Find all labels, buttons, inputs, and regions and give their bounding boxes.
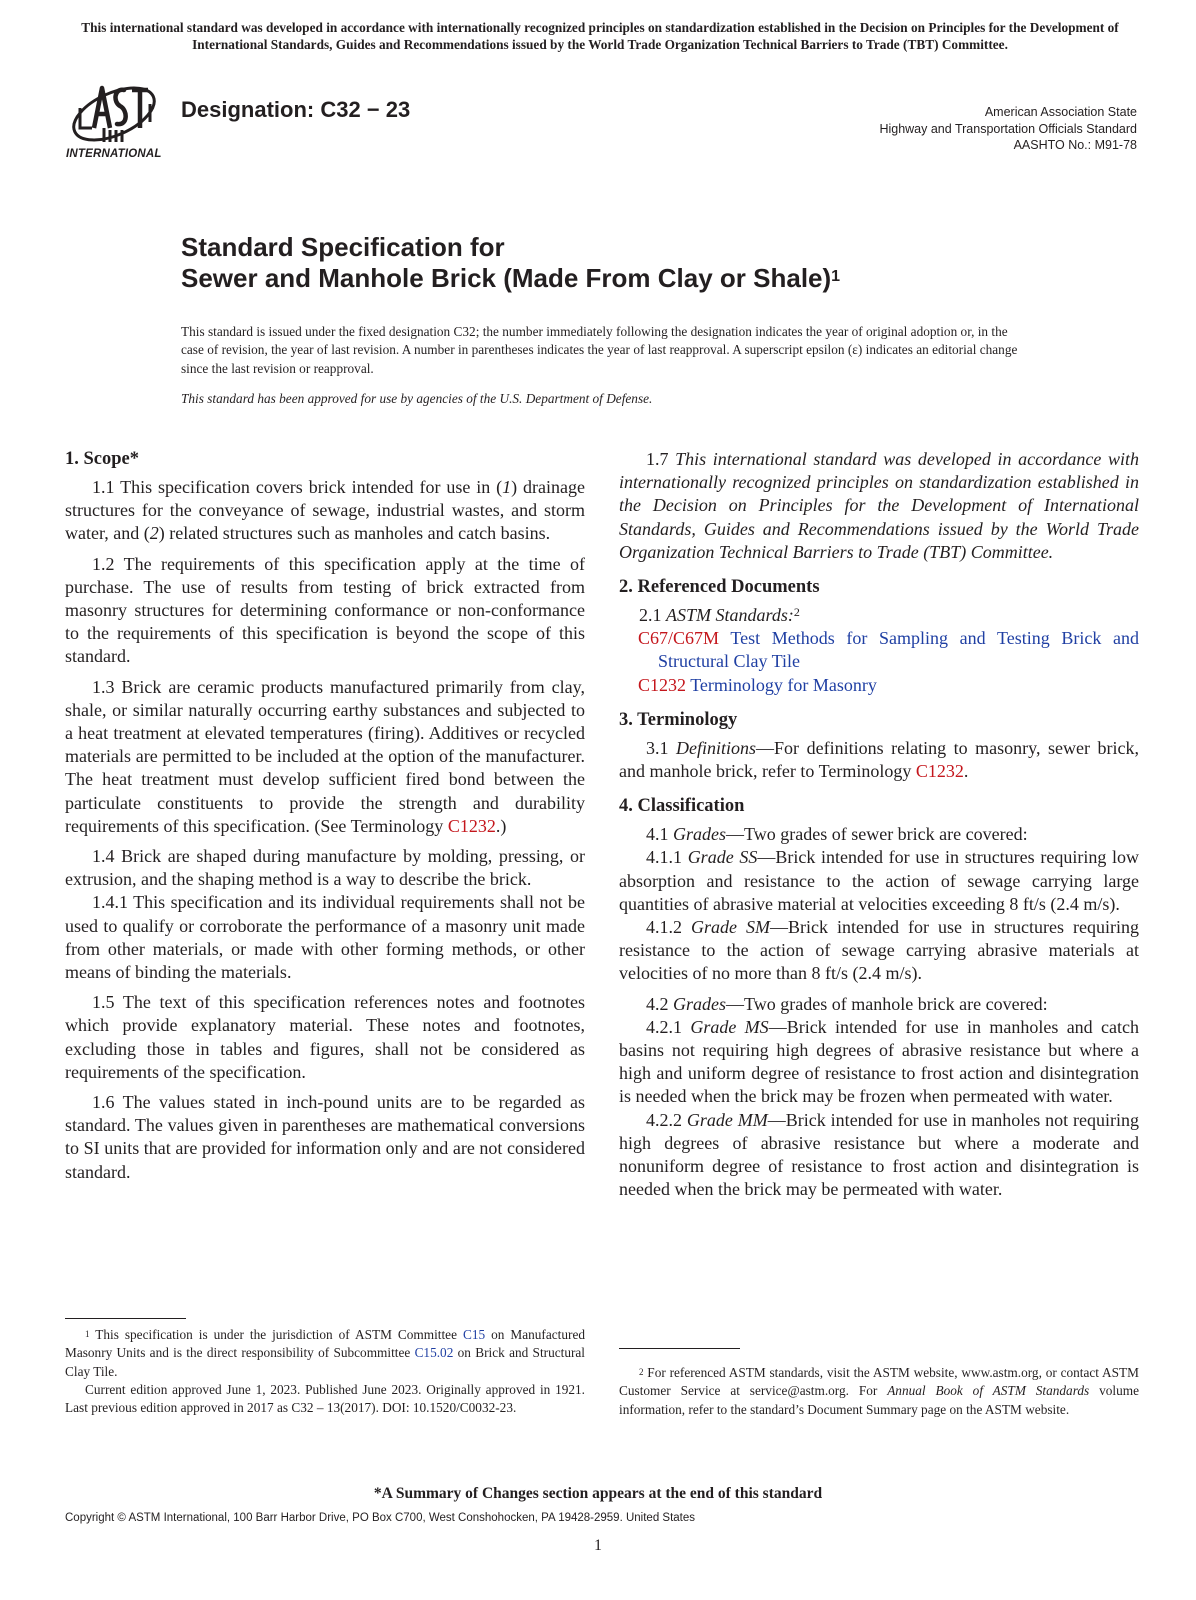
link-c1232[interactable]: C1232: [447, 815, 496, 836]
section-heading-terminology: 3. Terminology: [619, 709, 738, 730]
paragraph-1-7: 1.7 This international standard was developed in accordance with internationally recognized principles on standardization established in the Decision on Principles for the Development of International Standards, Guides and Recommendations issued by the World Trade Organization Technical Barriers to Trade (TBT) Committee.: [619, 449, 1139, 562]
paragraph-1-3: 1.3 Brick are ceramic products manufactured primarily from clay, shale, or similar naturally occurring earthy substances and subjected to a heat treatment at elevated temperatures (firing). Additives or recycled materials are permitted to be included at the option of the manufacturer. The heat treatment must develop sufficient fired bond between the particulate constituents to provide the strength and durability requirements of this specification. (See Terminology C1232.): [65, 676, 585, 836]
footnote-1-edition: Current edition approved June 1, 2023. Published June 2023. Originally approved in 1921. Last previous edition approved in 2017 as C32 – 13(2017). DOI: 10.1520/C0032-23.: [65, 1381, 585, 1416]
title-line-1: Standard Specification for: [181, 232, 505, 262]
copyright-line: Copyright © ASTM International, 100 Barr Harbor Drive, PO Box C700, West Conshohocken, PA 19428-2959. United States: [65, 1512, 696, 1524]
title-line-2: [181, 263, 840, 294]
page-number: 1: [594, 1537, 602, 1554]
footnote-divider-left: [65, 1318, 186, 1319]
aashto-number: AASHTO No.: M91-78: [1013, 138, 1137, 152]
paragraph-1-2: 1.2 The requirements of this specification apply at the time of purchase. The use of results from testing of brick extracted from masonry structures for determining conformance or non-conformance to the requirements of this specification is beyond the scope of this standard.: [65, 553, 585, 667]
aashto-block: [879, 104, 1137, 154]
wto-notice: This international standard was developed in accordance with internationally recognized principles on standardization established in the Decision on Principles for the Development of International Standards, Guides and Recommendations issued by the World Trade Organization Technical Barriers to Trade (TBT) Committee.: [81, 20, 1119, 52]
dod-approval: This standard has been approved for use by agencies of the U.S. Department of Defense.: [181, 391, 653, 406]
paragraph-4-2: 4.2 Grades—Two grades of manhole brick are covered:: [646, 993, 1048, 1014]
paragraph-1-6: 1.6 The values stated in inch-pound units are to be regarded as standard. The values given in parentheses are mathematical conversions to SI units that are provided for information only and are not considered standard.: [65, 1092, 585, 1182]
link-c67-c67m[interactable]: C67/C67M: [638, 628, 720, 649]
reference-c1232: [619, 674, 1139, 697]
issuance-note: This standard is issued under the fixed designation C32; the number immediately following the designation indicates the year of original adoption or, in the case of revision, the year of last revision. A number in parentheses indicates the year of last reapproval. A superscript epsilon (ε) indicates an editorial change since the last revision or reapproval.: [181, 324, 1018, 376]
reference-c67: [619, 627, 1139, 673]
section-heading-classification: 4. Classification: [619, 796, 745, 817]
footnote-divider-right: [619, 1348, 740, 1349]
logo-wordmark: INTERNATIONAL: [66, 148, 162, 160]
footnote-1-text: $^1$ This specification is under the jurisdiction of ASTM Committee C15 on Manufactured Masonry Units and is the direct responsibility of Subcommittee C15.02 on Brick and Structural Clay Tile.: [65, 1327, 585, 1379]
link-c1232-title[interactable]: Terminology for Masonry: [686, 674, 877, 695]
paragraph-4-1-2: 4.1.2 Grade SM—Brick intended for use in structures requiring resistance to the action of sewage carrying abrasive materials at velocities of no more than 8 ft/s (2.4 m/s).: [619, 917, 1139, 984]
designation: Designation: C32 − 23: [181, 97, 411, 122]
link-c1232-ref[interactable]: C1232: [638, 674, 687, 695]
paragraph-4-2-2: 4.2.2 Grade MM—Brick intended for use in manholes not requiring high degrees of abrasive resistance but where a moderate and nonuniform degree of resistance to frost action and disintegration is needed when the brick may be permeated with water.: [619, 1109, 1140, 1200]
paragraph-1-1: 1.1 This specification covers brick intended for use in (1) drainage structures for the conveyance of sewage, industrial wastes, and storm water, and (2) related structures such as manholes and catch basins.: [65, 477, 585, 544]
paragraph-1-5: 1.5 The text of this specification references notes and footnotes which provide explanatory material. These notes and footnotes, excluding those in tables and figures, shall not be considered as requirements of the specification.: [65, 992, 585, 1082]
paragraph-1-4-1: 1.4.1 This specification and its individual requirements shall not be used to qualify or corroborate the performance of a masonry unit made from other materials, or made with other forming methods, or other means of binding the materials.: [65, 892, 585, 983]
paragraph-3-1: 3.1 Definitions—For definitions relating to masonry, sewer brick, and manhole brick, refer to Terminology C1232.: [619, 737, 1140, 782]
section-heading-referenced-documents: 2. Referenced Documents: [619, 577, 820, 598]
summary-of-changes-note: *A Summary of Changes section appears at the end of this standard: [373, 1485, 823, 1502]
paragraph-2-1: 2.1 ASTM Standards:$^2$: [639, 605, 800, 626]
link-committee-c15[interactable]: C15: [462, 1327, 486, 1342]
section-heading-scope: 1. Scope*: [65, 449, 139, 469]
title-text: Sewer and Manhole Brick (Made From Clay or Shale): [181, 263, 832, 293]
title-footnote-mark: 1: [831, 268, 841, 285]
paragraph-1-4: 1.4 Brick are shaped during manufacture by molding, pressing, or extrusion, and the shaping method is a way to describe the brick.: [65, 846, 585, 890]
aashto-line: Highway and Transportation Officials Standard: [879, 121, 1137, 136]
footnote-1: [65, 1326, 585, 1417]
footnote-2: [619, 1364, 1139, 1419]
footnote-2-text: $^2$ For referenced ASTM standards, visit the ASTM website, www.astm.org, or contact ASTM Customer Service at service@astm.org. For Annual Book of ASTM Standards volume information, refer to the standard’s Document Summary page on the ASTM website.: [619, 1365, 1139, 1417]
paragraph-4-1-1: 4.1.1 Grade SS—Brick intended for use in structures requiring low absorption and resistance to the action of sewage carrying large quantities of abrasive material at velocities exceeding 8 ft/s (2.4 m/s).: [619, 847, 1139, 914]
left-column: [65, 448, 585, 1184]
astm-logo: [64, 70, 168, 166]
link-c67-title[interactable]: Test Methods for Sampling and Testing Brick and Structural Clay Tile: [658, 628, 1139, 672]
link-subcommittee-c15-02[interactable]: C15.02: [414, 1345, 454, 1361]
paragraph-4-2-1: 4.2.1 Grade MS—Brick intended for use in manholes and catch basins not requiring high degrees of abrasive resistance but where a high and uniform degree of resistance to frost action and disintegration is needed when the brick may be frozen when permeated with water.: [619, 1016, 1139, 1107]
document-title: [181, 232, 840, 294]
paragraph-4-1: 4.1 Grades—Two grades of sewer brick are covered:: [646, 824, 1028, 845]
link-c1232-terminology[interactable]: C1232: [915, 761, 964, 782]
right-column: [619, 448, 1139, 1201]
aashto-line: American Association State: [984, 105, 1137, 119]
